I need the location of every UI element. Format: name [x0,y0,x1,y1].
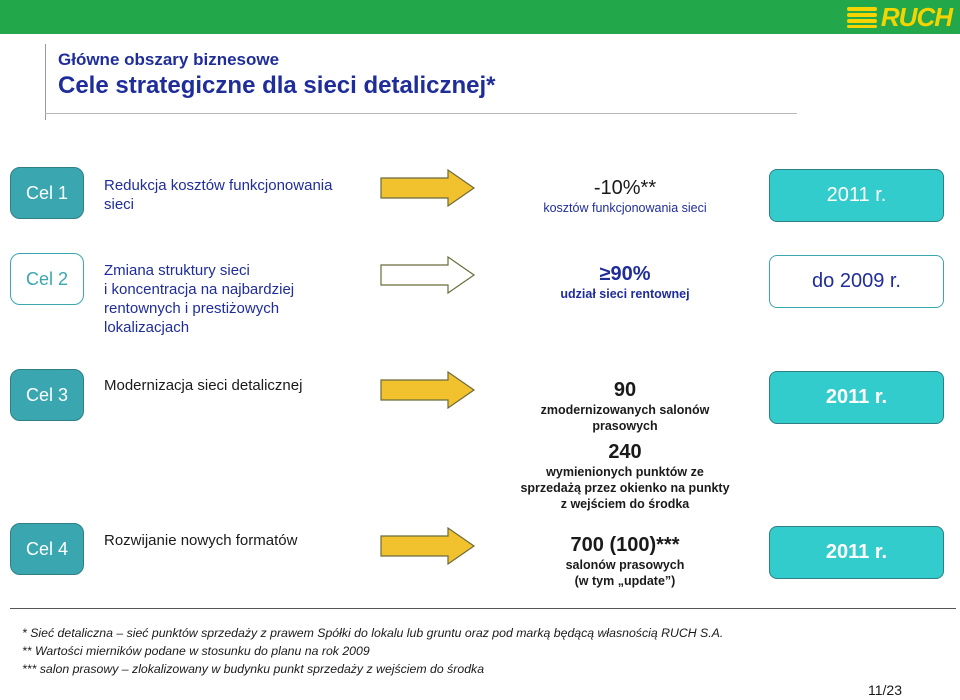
cel-1-description-line: sieci [104,196,135,213]
cel-3-target [500,378,750,512]
cel-4-target-label: (w tym „update”) [574,574,676,588]
cel-4-date: 2011 r. [769,526,944,579]
footnotes [22,624,723,678]
cel-4-target-label: salonów prasowych [565,558,685,572]
cel-1-date: 2011 r. [769,169,944,222]
cel-2-description-line: lokalizacjach [104,319,190,336]
cel-3-target-label: prasowych [592,419,658,433]
cel-4-description-line: Rozwijanie nowych formatów [104,532,298,549]
arrow-right-icon [380,526,476,566]
cel-2-date: do 2009 r. [769,255,944,308]
cel-4-description [104,531,297,550]
cel-3-description-line: Modernizacja sieci detalicznej [104,377,303,394]
title-horizontal-rule [45,113,797,114]
footnote: * Sieć detaliczna – sieć punktów sprzedaży z prawem Spółki do lokalu lub gruntu oraz pod marką będącą własnością RUCH S.A. [22,626,724,640]
cel-3-target-label-2: sprzedażą przez okienko na punkty [520,481,730,495]
top-bar [0,0,960,34]
cel-4-badge: Cel 4 [10,523,84,575]
cel-2-target [500,262,750,302]
page-subtitle: Główne obszary biznesowe [58,50,280,69]
cel-3-badge: Cel 3 [10,369,84,421]
cel-4-target-value: 700 (100)*** [570,534,680,556]
cel-3-target-label: zmodernizowanych salonów [540,403,710,417]
cel-3-target-label-2: wymienionych punktów ze [546,465,704,479]
cel-2-badge: Cel 2 [10,253,84,305]
cel-3-target-label-2: z wejściem do środka [560,497,690,511]
cel-2-target-value: ≥90% [599,263,651,285]
cel-1-badge: Cel 1 [10,167,84,219]
cel-2-description [104,261,294,337]
arrow-right-icon [380,255,476,295]
cel-1-description [104,176,332,214]
cel-1-description-line: Redukcja kosztów funkcjonowania [104,177,333,194]
cel-3-target-value-2: 240 [608,441,642,463]
cel-4-target [500,533,750,589]
cel-2-target-label: udział sieci rentownej [560,287,690,301]
arrow-right-icon [380,370,476,410]
ruch-logo [847,4,952,30]
cel-2-description-line: i koncentracja na najbardziej [104,281,295,298]
cel-2-description-line: rentownych i prestiżowych [104,300,280,317]
title-vertical-rule [45,44,46,120]
cel-2-description-line: Zmiana struktury sieci [104,262,250,279]
ruch-logo-icon [847,6,877,28]
footnote-divider [10,608,956,609]
ruch-logo-text: RUCH [880,2,952,32]
page-number: 11/23 [868,682,902,698]
page-title: Cele strategiczne dla sieci detalicznej* [58,72,496,99]
footnote: ** Wartości mierników podane w stosunku do planu na rok 2009 [22,644,370,658]
footnote: *** salon prasowy – zlokalizowany w budynku punkt sprzedaży z wejściem do środka [22,662,485,676]
cel-1-target-label: kosztów funkcjonowania sieci [543,201,707,215]
cel-3-description [104,376,302,395]
cel-1-target-value: -10%** [593,177,657,199]
cel-3-date: 2011 r. [769,371,944,424]
cel-1-target [500,176,750,216]
arrow-right-icon [380,168,476,208]
cel-3-target-value: 90 [613,379,637,401]
